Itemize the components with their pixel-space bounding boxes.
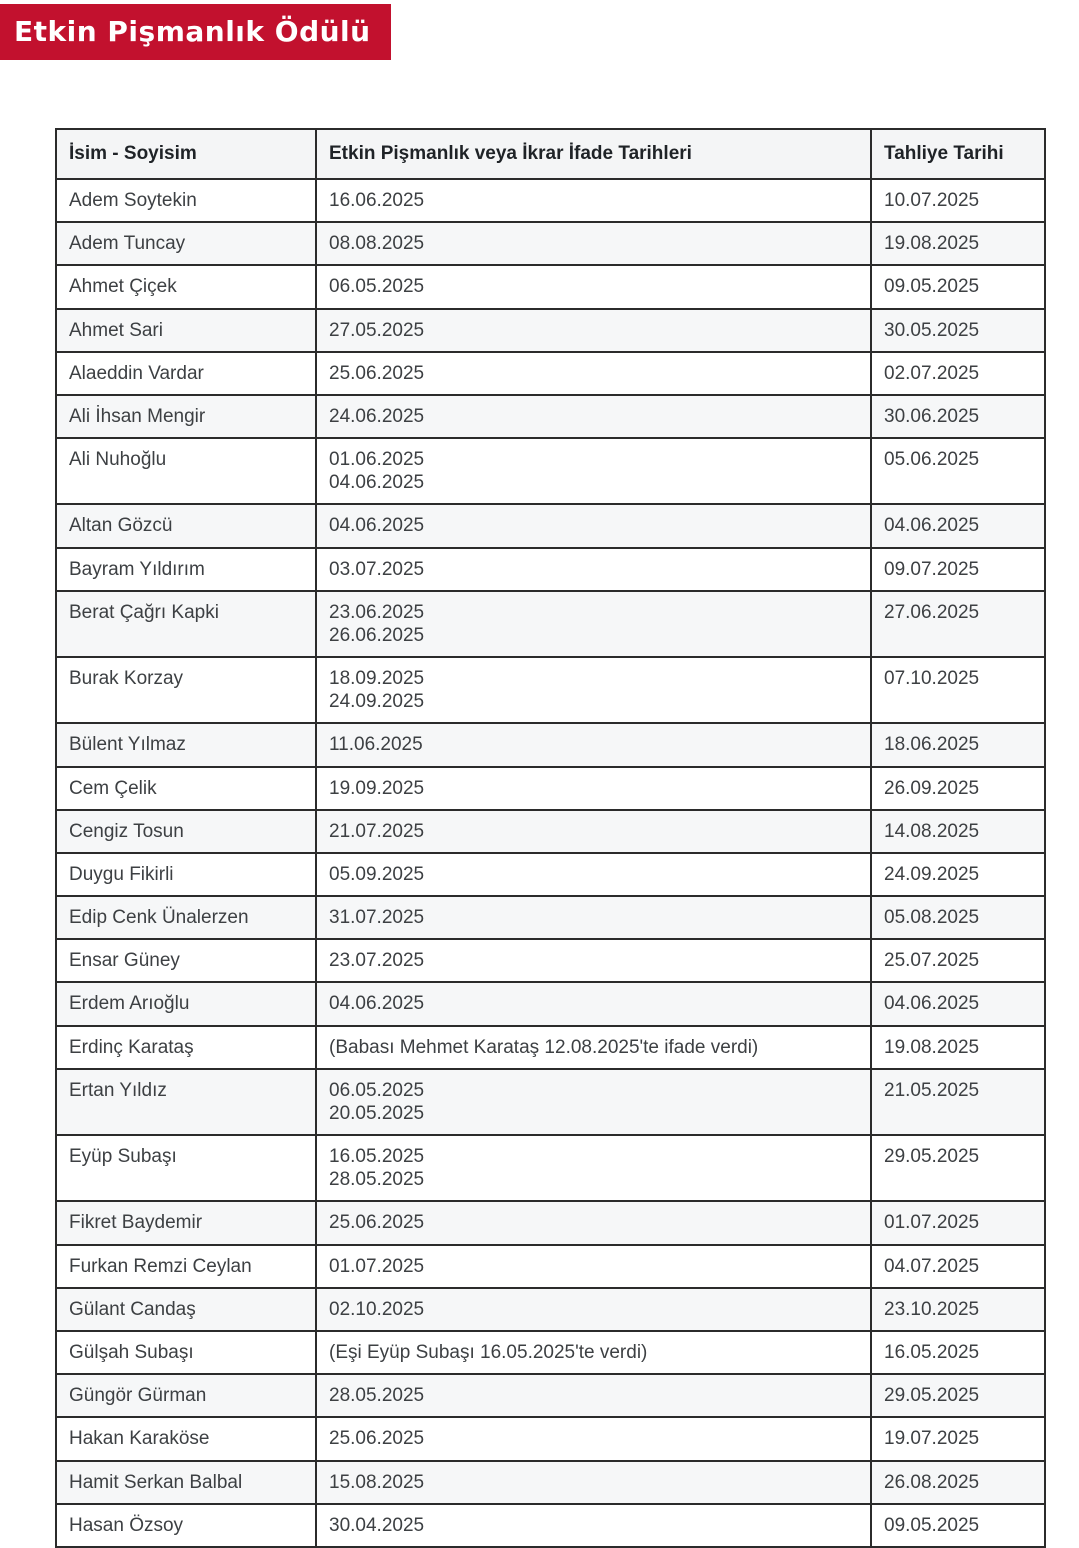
statement-dates-cell	[316, 179, 871, 222]
release-date-cell: 09.05.2025	[871, 1504, 1045, 1547]
table-row	[56, 853, 1045, 896]
date-line: 15.08.2025	[329, 1471, 425, 1493]
name-cell: Gülant Candaş	[56, 1288, 316, 1331]
table-row	[56, 723, 1045, 766]
release-date-cell: 21.05.2025	[871, 1069, 1045, 1135]
date-line: 23.06.2025	[329, 601, 425, 623]
table-row	[56, 1288, 1045, 1331]
table-row	[56, 657, 1045, 723]
statement-dates-cell	[316, 657, 871, 723]
date-line: 31.07.2025	[329, 907, 425, 929]
release-date-cell: 09.05.2025	[871, 265, 1045, 308]
date-line: 01.06.2025	[329, 449, 425, 471]
release-date-cell: 04.07.2025	[871, 1245, 1045, 1288]
release-date-cell: 30.05.2025	[871, 309, 1045, 352]
date-line: 23.07.2025	[329, 950, 425, 972]
table-container	[55, 128, 1044, 1548]
table-row	[56, 1201, 1045, 1244]
release-date-cell: 19.08.2025	[871, 222, 1045, 265]
release-date-cell: 10.07.2025	[871, 179, 1045, 222]
statement-dates-cell	[316, 723, 871, 766]
date-line: 19.09.2025	[329, 777, 425, 799]
name-cell: Hakan Karaköse	[56, 1417, 316, 1460]
column-header-statement-dates: Etkin Pişmanlık veya İkrar İfade Tarihleri	[316, 129, 871, 179]
name-cell: Erdem Arıoğlu	[56, 982, 316, 1025]
name-cell: Ahmet Çiçek	[56, 265, 316, 308]
date-line: 16.05.2025	[329, 1146, 425, 1168]
table-row	[56, 1331, 1045, 1374]
statement-dates-cell	[316, 222, 871, 265]
release-date-cell: 14.08.2025	[871, 810, 1045, 853]
statement-dates-cell	[316, 1504, 871, 1547]
table-row	[56, 1026, 1045, 1069]
release-date-cell: 30.06.2025	[871, 395, 1045, 438]
release-date-cell: 26.08.2025	[871, 1461, 1045, 1504]
statement-dates-cell	[316, 1331, 871, 1374]
statement-dates-cell	[316, 591, 871, 657]
date-line: 06.05.2025	[329, 1079, 425, 1101]
table-row	[56, 222, 1045, 265]
table-row	[56, 939, 1045, 982]
name-cell: Burak Korzay	[56, 657, 316, 723]
date-line: (Babası Mehmet Karataş 12.08.2025'te ifade verdi)	[329, 1036, 759, 1058]
date-line: 04.06.2025	[329, 515, 425, 537]
date-line: 25.06.2025	[329, 1212, 425, 1234]
release-date-cell: 16.05.2025	[871, 1331, 1045, 1374]
release-date-cell: 24.09.2025	[871, 853, 1045, 896]
statement-dates-cell	[316, 1201, 871, 1244]
name-cell: Ali Nuhoğlu	[56, 438, 316, 504]
name-cell: Ensar Güney	[56, 939, 316, 982]
name-cell: Hamit Serkan Balbal	[56, 1461, 316, 1504]
name-cell: Alaeddin Vardar	[56, 352, 316, 395]
table-row	[56, 179, 1045, 222]
name-cell: Berat Çağrı Kapki	[56, 591, 316, 657]
statement-dates-cell	[316, 1417, 871, 1460]
name-cell: Ertan Yıldız	[56, 1069, 316, 1135]
release-date-cell: 02.07.2025	[871, 352, 1045, 395]
name-cell: Gülşah Subaşı	[56, 1331, 316, 1374]
name-cell: Furkan Remzi Ceylan	[56, 1245, 316, 1288]
statement-dates-cell	[316, 438, 871, 504]
roster-table	[55, 128, 1046, 1548]
date-line: 03.07.2025	[329, 558, 425, 580]
banner-row	[0, 0, 1079, 60]
table-row	[56, 1461, 1045, 1504]
table-header-row	[56, 129, 1045, 179]
date-line: 28.05.2025	[329, 1385, 425, 1407]
date-line: (Eşi Eyüp Subaşı 16.05.2025'te verdi)	[329, 1341, 648, 1363]
name-cell: Adem Soytekin	[56, 179, 316, 222]
date-line: 30.04.2025	[329, 1514, 425, 1536]
table-row	[56, 767, 1045, 810]
table-row	[56, 810, 1045, 853]
name-cell: Ahmet Sari	[56, 309, 316, 352]
statement-dates-cell	[316, 352, 871, 395]
name-cell: Eyüp Subaşı	[56, 1135, 316, 1201]
statement-dates-cell	[316, 767, 871, 810]
statement-dates-cell	[316, 548, 871, 591]
date-line: 08.08.2025	[329, 233, 425, 255]
statement-dates-cell	[316, 309, 871, 352]
date-line: 04.06.2025	[329, 472, 425, 494]
release-date-cell: 27.06.2025	[871, 591, 1045, 657]
release-date-cell: 18.06.2025	[871, 723, 1045, 766]
name-cell: Bülent Yılmaz	[56, 723, 316, 766]
date-line: 24.09.2025	[329, 691, 425, 713]
statement-dates-cell	[316, 395, 871, 438]
name-cell: Cem Çelik	[56, 767, 316, 810]
release-date-cell: 29.05.2025	[871, 1135, 1045, 1201]
statement-dates-cell	[316, 853, 871, 896]
table-row	[56, 352, 1045, 395]
statement-dates-cell	[316, 1026, 871, 1069]
date-line: 01.07.2025	[329, 1255, 425, 1277]
date-line: 20.05.2025	[329, 1102, 425, 1124]
date-line: 16.06.2025	[329, 190, 425, 211]
date-line: 05.09.2025	[329, 863, 425, 885]
release-date-cell: 04.06.2025	[871, 982, 1045, 1025]
release-date-cell: 05.06.2025	[871, 438, 1045, 504]
table-row	[56, 395, 1045, 438]
column-header-release-date: Tahliye Tarihi	[871, 129, 1045, 179]
name-cell: Cengiz Tosun	[56, 810, 316, 853]
table-row	[56, 504, 1045, 547]
name-cell: Bayram Yıldırım	[56, 548, 316, 591]
date-line: 18.09.2025	[329, 668, 425, 690]
date-line: 06.05.2025	[329, 276, 425, 298]
release-date-cell: 01.07.2025	[871, 1201, 1045, 1244]
table-row	[56, 982, 1045, 1025]
statement-dates-cell	[316, 1069, 871, 1135]
name-cell: Erdinç Karataş	[56, 1026, 316, 1069]
table-body	[56, 179, 1045, 1547]
name-cell: Edip Cenk Ünalerzen	[56, 896, 316, 939]
release-date-cell: 26.09.2025	[871, 767, 1045, 810]
table-row	[56, 1374, 1045, 1417]
statement-dates-cell	[316, 810, 871, 853]
table-row	[56, 548, 1045, 591]
name-cell: Adem Tuncay	[56, 222, 316, 265]
table-row	[56, 1417, 1045, 1460]
name-cell: Altan Gözcü	[56, 504, 316, 547]
statement-dates-cell	[316, 1245, 871, 1288]
name-cell: Duygu Fikirli	[56, 853, 316, 896]
name-cell: Güngör Gürman	[56, 1374, 316, 1417]
release-date-cell: 04.06.2025	[871, 504, 1045, 547]
name-cell: Fikret Baydemir	[56, 1201, 316, 1244]
release-date-cell: 05.08.2025	[871, 896, 1045, 939]
table-row	[56, 896, 1045, 939]
table-row	[56, 1504, 1045, 1547]
page-title: Etkin Pişmanlık Ödülü	[0, 4, 391, 60]
statement-dates-cell	[316, 896, 871, 939]
statement-dates-cell	[316, 1374, 871, 1417]
date-line: 02.10.2025	[329, 1298, 425, 1320]
table-row	[56, 1135, 1045, 1201]
statement-dates-cell	[316, 504, 871, 547]
release-date-cell: 19.07.2025	[871, 1417, 1045, 1460]
release-date-cell: 25.07.2025	[871, 939, 1045, 982]
release-date-cell: 19.08.2025	[871, 1026, 1045, 1069]
statement-dates-cell	[316, 982, 871, 1025]
release-date-cell: 29.05.2025	[871, 1374, 1045, 1417]
statement-dates-cell	[316, 1461, 871, 1504]
release-date-cell: 07.10.2025	[871, 657, 1045, 723]
date-line: 11.06.2025	[329, 734, 423, 756]
date-line: 04.06.2025	[329, 993, 425, 1015]
date-line: 25.06.2025	[329, 362, 425, 384]
date-line: 27.05.2025	[329, 319, 425, 341]
column-header-name: İsim - Soyisim	[56, 129, 316, 179]
statement-dates-cell	[316, 265, 871, 308]
table-row	[56, 1245, 1045, 1288]
name-cell: Hasan Özsoy	[56, 1504, 316, 1547]
statement-dates-cell	[316, 939, 871, 982]
release-date-cell: 09.07.2025	[871, 548, 1045, 591]
table-row	[56, 1069, 1045, 1135]
table-row	[56, 438, 1045, 504]
release-date-cell: 23.10.2025	[871, 1288, 1045, 1331]
date-line: 28.05.2025	[329, 1169, 425, 1191]
table-row	[56, 591, 1045, 657]
date-line: 21.07.2025	[329, 820, 425, 842]
date-line: 26.06.2025	[329, 624, 425, 646]
table-row	[56, 309, 1045, 352]
name-cell: Ali İhsan Mengir	[56, 395, 316, 438]
table-row	[56, 265, 1045, 308]
date-line: 24.06.2025	[329, 405, 425, 427]
date-line: 25.06.2025	[329, 1428, 425, 1450]
statement-dates-cell	[316, 1288, 871, 1331]
statement-dates-cell	[316, 1135, 871, 1201]
